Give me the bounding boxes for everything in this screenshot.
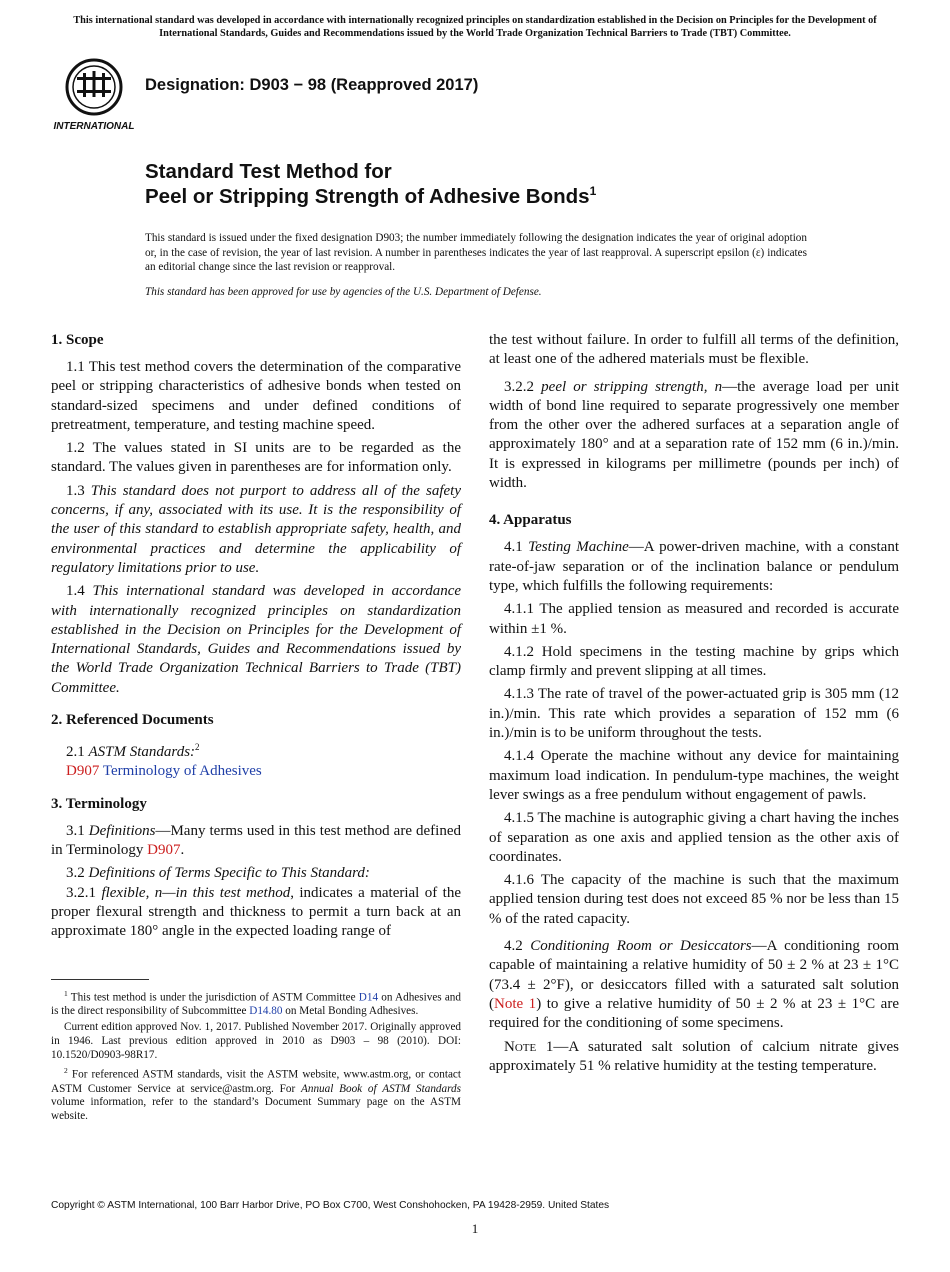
right-column [489, 331, 899, 1080]
paragraph-3-2-1: 3.2.1 flexible, n—in this test method, indicates a material of the proper flexural strength and thickness to permit a turn back at an approximate 180° angle in the expected loading range of [51, 884, 462, 940]
section-heading-terminology: 3. Terminology [51, 795, 147, 812]
paragraph-4-1-6: 4.1.6 The capacity of the machine is such that the maximum applied tension during test does not exceed 85 % nor be less than 15 % of the rated capacity. [489, 872, 900, 927]
copyright: Copyright © ASTM International, 100 Barr Harbor Drive, PO Box C700, West Conshohocken, PA 19428-2959. United States [51, 1200, 610, 1211]
paragraph-1-4: 1.4 This international standard was developed in accordance with internationally recognized principles on standardization established in the Decision on Principles for the Development of International Standards, Guides and Recommendations issued by the World Trade Organization Technical Barriers to Trade (TBT) Committee. [51, 583, 462, 696]
paragraph-3-2-2: 3.2.2 peel or stripping strength, n—the average load per unit width of bond line required to separate progressively one member from the other over the adhered surfaces at a separation angle of approximately 180° and at a separation rate of 152 mm (6 in.)/min. It is expressed in kilograms per millimetre (pounds per inch) of width. [489, 378, 900, 492]
left-column [51, 331, 461, 945]
link-d907[interactable]: D907 [147, 841, 181, 858]
page-number: 1 [471, 1221, 479, 1236]
note-1: Note 1—A saturated salt solution of calcium nitrate gives approximately 51 % relative humidity at the testing temperature. [489, 1038, 899, 1074]
paragraph-2-1: 2.1 ASTM Standards:$^2$ [66, 742, 200, 761]
designation: Designation: D903 − 98 (Reapproved 2017) [145, 76, 479, 94]
paragraph-3-1: 3.1 Definitions—Many terms used in this test method are defined in Terminology D907. [51, 822, 461, 858]
document-title [145, 159, 596, 209]
section-heading-apparatus: 4. Apparatus [489, 512, 572, 529]
footnotes [51, 987, 461, 1126]
title-line-2: Peel or Stripping Strength of Adhesive Bonds [145, 185, 590, 208]
paragraph-1-3: 1.3 This standard does not purport to address all of the safety concerns, if any, associated with its use. It is the responsibility of the user of this standard to establish appropriate safety, health, and environmental practices and determine the applicability of regulatory limitations prior to use. [51, 482, 461, 576]
top-notice: This international standard was developed in accordance with internationally recognized principles on standardization established in the Decision on Principles for the Development of International Standards, Guides and Recommendations issued by the World Trade Organization Technical Barriers to Trade (TBT) Committee. [73, 15, 877, 39]
link-note-1[interactable]: Note 1 [494, 995, 537, 1012]
footnote-2: $^2$ For referenced ASTM standards, visit the ASTM website, www.astm.org, or contact ASTM Customer Service at service@astm.org. For Annual Book of ASTM Standards volume information, refer to the standard’s Document Summary page on the ASTM website. [51, 1066, 461, 1123]
paragraph-4-1-3: 4.1.3 The rate of travel of the power-actuated grip is 305 mm (12 in.)/min. This rate which provides a separation of 152 mm (6 in.)/min is to be uniform throughout the tests. [489, 686, 899, 742]
link-d14-80[interactable]: D14.80 [249, 1005, 283, 1018]
logo-wordmark: INTERNATIONAL [53, 121, 135, 131]
title-footnote-mark: 1 [589, 184, 597, 199]
reference-d907-code[interactable]: D907 [66, 763, 100, 780]
paragraph-4-1-4: 4.1.4 Operate the machine without any device for maintaining maximum load indication. In pendulum-type machines, the weight lever swings as a free pendulum without engagement of pawls. [489, 748, 899, 803]
approval-statement: This standard has been approved for use by agencies of the U.S. Department of Defense. [145, 286, 542, 298]
footnote-1-edition: Current edition approved Nov. 1, 2017. Published November 2017. Originally approved in 1946. Last previous edition approved in 2010 as D903 – 98 (2010). DOI: 10.1520/D0903-98R17. [51, 1021, 461, 1061]
paragraph-4-1-2: 4.1.2 Hold specimens in the testing machine by grips which clamp firmly and prevent slipping at all times. [489, 643, 899, 680]
issuance-statement: This standard is issued under the fixed designation D903; the number immediately following the designation indicates the year of original adoption or, in the case of revision, the year of last revision. A number in parentheses indicates the year of last reapproval. A superscript epsilon (ε) indicates an editorial change since the last revision or reapproval. [145, 232, 807, 274]
paragraph-1-1: 1.1 This test method covers the determination of the comparative peel or stripping characteristics of adhesive bonds when tested on standard-sized specimens and under defined conditions of pretreatment, temperature, and testing machine speed. [51, 359, 461, 433]
astm-logo [53, 57, 135, 131]
paragraph-4-1: 4.1 Testing Machine—A power-driven machine, with a constant rate-of-jaw separation or of the inclination balance or pendulum type, which fulfills the following requirements: [489, 539, 899, 594]
paragraph-1-2: 1.2 The values stated in SI units are to be regarded as the standard. The values given in parentheses are for information only. [51, 440, 461, 476]
section-heading-referenced: 2. Referenced Documents [51, 712, 214, 729]
reference-d907-title[interactable]: Terminology of Adhesives [102, 763, 262, 780]
paragraph-4-1-1: 4.1.1 The applied tension as measured and recorded is accurate within ±1 %. [489, 601, 899, 637]
paragraph-4-1-5: 4.1.5 The machine is autographic giving a chart having the inches of separation as one axis and applied tension as the other axis of coordinates. [489, 810, 899, 865]
reference-d907[interactable] [51, 762, 461, 781]
section-heading-scope: 1. Scope [51, 332, 104, 348]
link-d14[interactable]: D14 [358, 991, 379, 1004]
paragraph-3-2-1-continued: the test without failure. In order to fulfill all terms of the definition, at least one of the adhered materials must be flexible. [489, 332, 899, 368]
footnote-divider [51, 979, 149, 980]
paragraph-3-2: 3.2 Definitions of Terms Specific to This Standard: [66, 865, 370, 882]
paragraph-4-2: 4.2 Conditioning Room or Desiccators—A conditioning room capable of maintaining a relative humidity of 50 ± 2 % at 23 ± 1°C (73.4 ± 2°F), or desiccators filled with a saturated salt solution (Note 1) to give a relative humidity of 50 ± 2 % at 23 ± 1°C are required for the conditioning of some specimens. [489, 938, 899, 1032]
title-line-1: Standard Test Method for [145, 160, 392, 183]
footnote-1: $^1$ This test method is under the jurisdiction of ASTM Committee D14 on Adhesives and is the direct responsibility of Subcommittee D14.80 on Metal Bonding Adhesives. [51, 989, 461, 1018]
